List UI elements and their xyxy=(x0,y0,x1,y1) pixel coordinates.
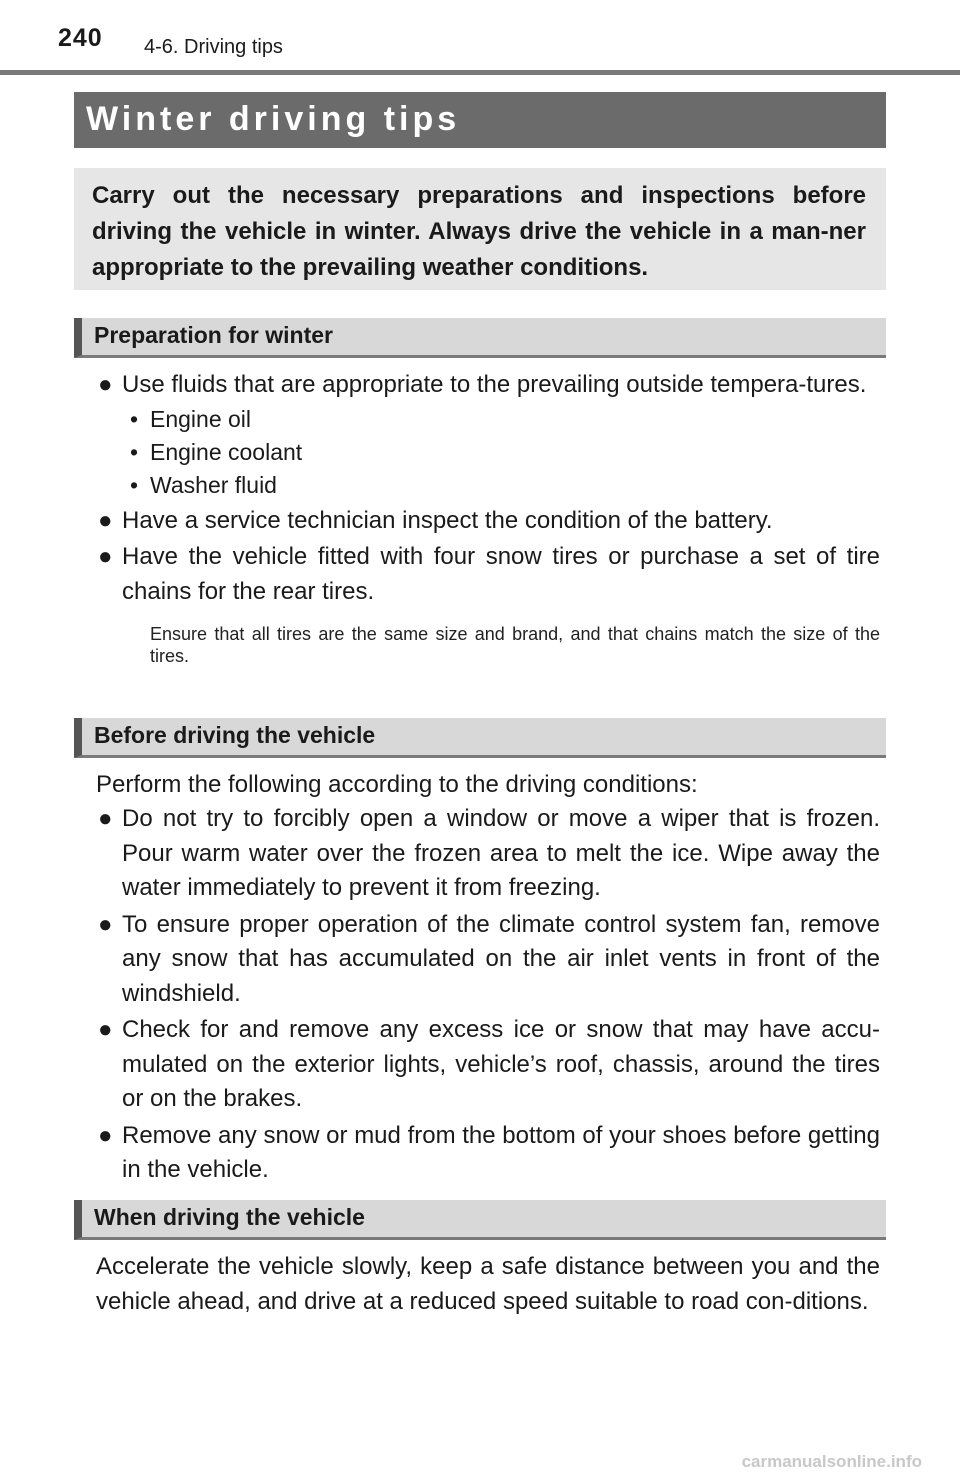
before-driving-list xyxy=(96,802,880,1188)
list-item-text: Use fluids that are appropriate to the prevailing outside tempera-tures. xyxy=(122,371,867,398)
subheading-label: Before driving the vehicle xyxy=(94,722,376,748)
sub-list-item-text: Engine oil xyxy=(150,405,252,432)
title-banner xyxy=(74,92,886,148)
subheading-label: When driving the vehicle xyxy=(94,1204,365,1230)
bullet-icon: ● xyxy=(98,543,113,570)
before-driving-lead: Perform the following according to the driving conditions: xyxy=(96,771,698,798)
list-item xyxy=(96,802,880,906)
tire-note: Ensure that all tires are the same size and brand, and that chains match the size of the tires. xyxy=(150,624,880,666)
subheading-label: Preparation for winter xyxy=(94,322,333,348)
header-divider xyxy=(0,70,960,75)
list-item-text: Do not try to forcibly open a window or move a wiper that is frozen. Pour warm water over the frozen area to melt the ice. Wipe away the water immediately to prevent it from freezing. xyxy=(122,805,880,901)
page-header xyxy=(0,0,960,76)
preparation-list xyxy=(96,368,880,667)
list-item xyxy=(96,908,880,1012)
page-number: 240 xyxy=(58,24,103,52)
intro-box xyxy=(74,168,886,290)
watermark: carmanualsonline.info xyxy=(741,1452,922,1471)
subheading-before-driving xyxy=(74,718,886,758)
list-item-text: Have a service technician inspect the condition of the battery. xyxy=(122,506,773,534)
bullet-icon: ● xyxy=(98,371,113,398)
section-label: 4-6. Driving tips xyxy=(144,36,283,58)
bullet-icon: ● xyxy=(98,805,113,832)
list-item-text: Check for and remove any excess ice or snow that may have accu-mulated on the exterior lights, vehicle’s roof, chassis, around the tires or on the brakes. xyxy=(122,1016,880,1112)
list-item xyxy=(96,368,880,502)
sub-bullet-icon: • xyxy=(130,405,139,432)
page-title: Winter driving tips xyxy=(86,100,461,138)
sub-list-item-text: Washer fluid xyxy=(150,471,277,498)
list-item xyxy=(96,1119,880,1188)
when-driving-text: Accelerate the vehicle slowly, keep a safe distance between you and the vehicle ahead, and drive at a reduced speed suitable to road con-ditions. xyxy=(96,1253,880,1315)
subheading-preparation xyxy=(74,318,886,358)
bullet-icon: ● xyxy=(98,1016,113,1043)
list-item-text: To ensure proper operation of the climate control system fan, remove any snow that has accumulated on the air inlet vents in front of the windshield. xyxy=(122,910,880,1007)
sub-list-item-text: Engine coolant xyxy=(150,438,303,465)
list-item xyxy=(96,1013,880,1117)
sub-list-item xyxy=(126,436,880,469)
intro-text: Carry out the necessary preparations and inspections before driving the vehicle in winter. Always drive the vehicle in a man-ner appropriate to the prevailing weather conditions. xyxy=(92,182,866,281)
fluid-list xyxy=(126,403,880,502)
bullet-icon: ● xyxy=(98,506,113,534)
list-item-text: Remove any snow or mud from the bottom of your shoes before getting in the vehicle. xyxy=(122,1121,880,1183)
list-item xyxy=(96,540,880,667)
sub-list-item xyxy=(126,469,880,502)
subheading-when-driving xyxy=(74,1200,886,1240)
list-item-text: Have the vehicle fitted with four snow tires or purchase a set of tire chains for the rear tires. xyxy=(122,543,880,605)
bullet-icon: ● xyxy=(98,1121,113,1149)
sub-list-item xyxy=(126,403,880,436)
bullet-icon: ● xyxy=(98,910,113,938)
sub-bullet-icon: • xyxy=(130,438,139,465)
list-item xyxy=(96,504,880,539)
sub-bullet-icon: • xyxy=(130,471,139,498)
